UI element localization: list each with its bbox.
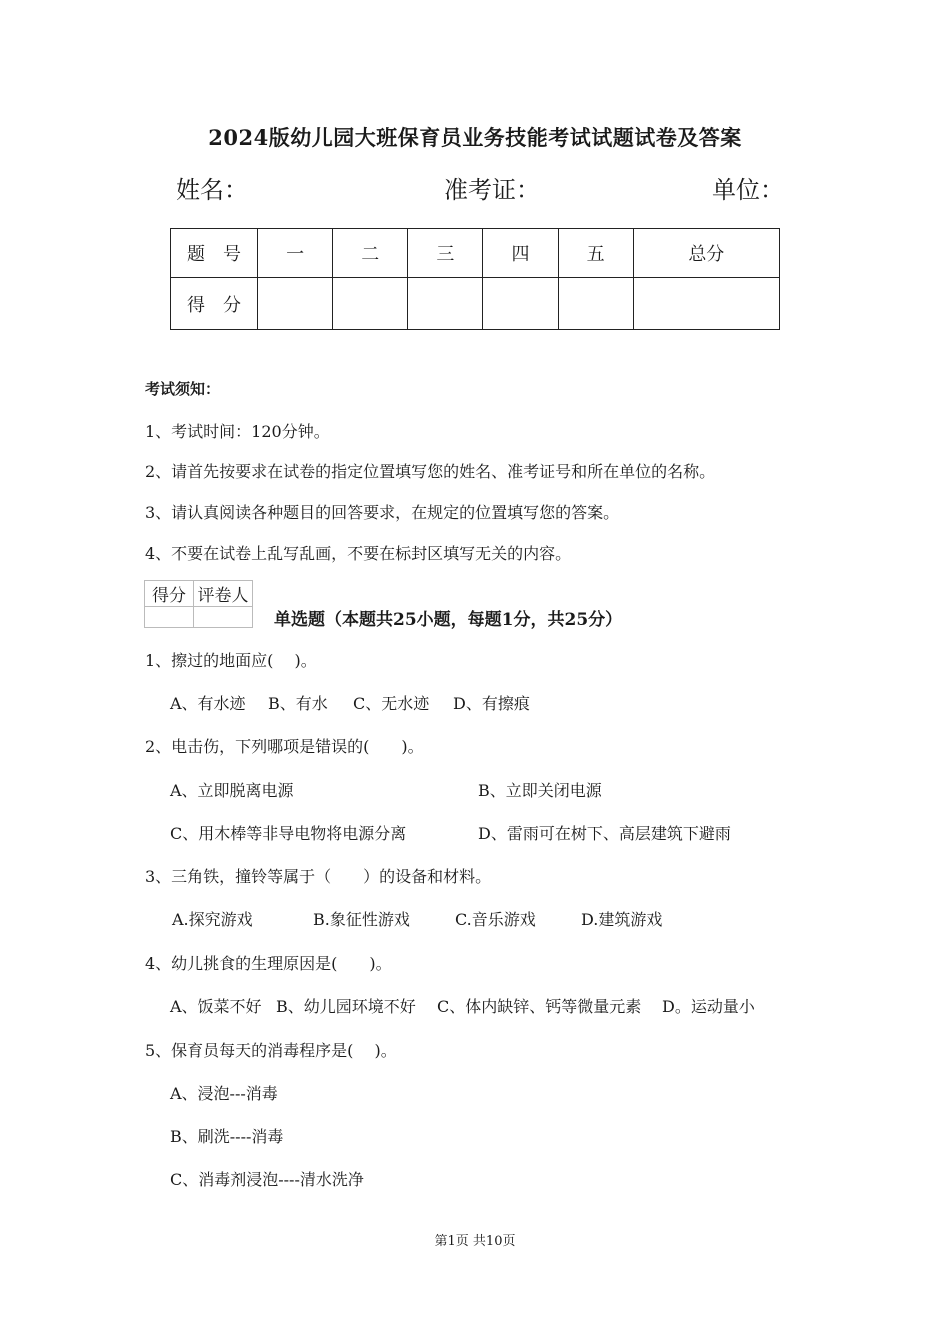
question-stem: 4、幼儿挑食的生理原因是( )。 xyxy=(145,954,392,973)
score-entry-cell[interactable] xyxy=(258,278,333,330)
score-entry-cell[interactable] xyxy=(483,278,558,330)
score-table-cell: 二 xyxy=(333,229,408,278)
question-option: D、有擦痕 xyxy=(453,694,530,713)
question-option: B、有水 xyxy=(268,694,328,713)
question-stem: 2、电击伤，下列哪项是错误的( )。 xyxy=(145,737,424,756)
question-option: C、消毒剂浸泡----清水洗净 xyxy=(170,1170,364,1189)
question-option: A、有水迹 xyxy=(170,694,246,713)
score-entry-cell[interactable] xyxy=(333,278,408,330)
question-option: B、刷洗----消毒 xyxy=(170,1127,284,1146)
page-footer: 第1页 共10页 xyxy=(434,1234,516,1249)
score-table-cell: 得 分 xyxy=(171,278,258,330)
grader-score-cell[interactable] xyxy=(145,607,194,628)
notice-item: 1、考试时间：120分钟。 xyxy=(145,422,330,441)
score-table-cell: 题 号 xyxy=(171,229,258,278)
question-option: B.象征性游戏 xyxy=(313,910,410,929)
grader-score-label: 得分 xyxy=(145,581,194,607)
notice-item: 4、不要在试卷上乱写乱画，不要在标封区填写无关的内容。 xyxy=(145,544,572,563)
score-entry-cell[interactable] xyxy=(408,278,483,330)
question-option: B、立即关闭电源 xyxy=(478,781,602,800)
question-option: A.探究游戏 xyxy=(172,910,253,929)
question-stem: 1、擦过的地面应( )。 xyxy=(145,651,317,670)
score-table-cell: 一 xyxy=(258,229,333,278)
question-stem: 5、保育员每天的消毒程序是( )。 xyxy=(145,1041,397,1060)
score-entry-cell[interactable] xyxy=(558,278,633,330)
unit-field-label: 单位： xyxy=(712,176,784,204)
score-table xyxy=(170,228,780,330)
notice-item: 3、请认真阅读各种题目的回答要求，在规定的位置填写您的答案。 xyxy=(145,503,620,522)
question-stem: 3、三角铁，撞铃等属于（ ）的设备和材料。 xyxy=(145,867,492,886)
question-option: D。运动量小 xyxy=(662,997,755,1016)
score-table-cell: 五 xyxy=(558,229,633,278)
grader-name-cell[interactable] xyxy=(194,607,253,628)
score-table-cell: 四 xyxy=(483,229,558,278)
exam-number-field-label: 准考证： xyxy=(444,176,540,204)
name-field-label: 姓名： xyxy=(176,176,248,204)
score-table-cell: 三 xyxy=(408,229,483,278)
score-entry-cell[interactable] xyxy=(633,278,779,330)
question-option: D.建筑游戏 xyxy=(581,910,663,929)
grader-name-label: 评卷人 xyxy=(194,581,253,607)
question-option: A、浸泡---消毒 xyxy=(170,1084,278,1103)
question-option: C、无水迹 xyxy=(353,694,430,713)
grader-table xyxy=(144,580,253,628)
question-option: C.音乐游戏 xyxy=(455,910,536,929)
notice-heading: 考试须知： xyxy=(145,380,221,398)
score-table-header-row xyxy=(171,229,780,278)
document-title: 2024版幼儿园大班保育员业务技能考试试题试卷及答案 xyxy=(208,125,742,150)
question-option: D、雷雨可在树下、高层建筑下避雨 xyxy=(478,824,731,843)
score-table-score-row xyxy=(171,278,780,330)
section-title: 单选题（本题共25小题，每题1分，共25分） xyxy=(274,610,623,630)
score-table-cell: 总分 xyxy=(633,229,779,278)
question-option: C、体内缺锌、钙等微量元素 xyxy=(437,997,642,1016)
question-option: B、幼儿园环境不好 xyxy=(276,997,416,1016)
notice-item: 2、请首先按要求在试卷的指定位置填写您的姓名、准考证号和所在单位的名称。 xyxy=(145,462,716,481)
question-option: C、用木棒等非导电物将电源分离 xyxy=(170,824,407,843)
question-option: A、立即脱离电源 xyxy=(170,781,294,800)
question-option: A、饭菜不好 xyxy=(170,997,262,1016)
